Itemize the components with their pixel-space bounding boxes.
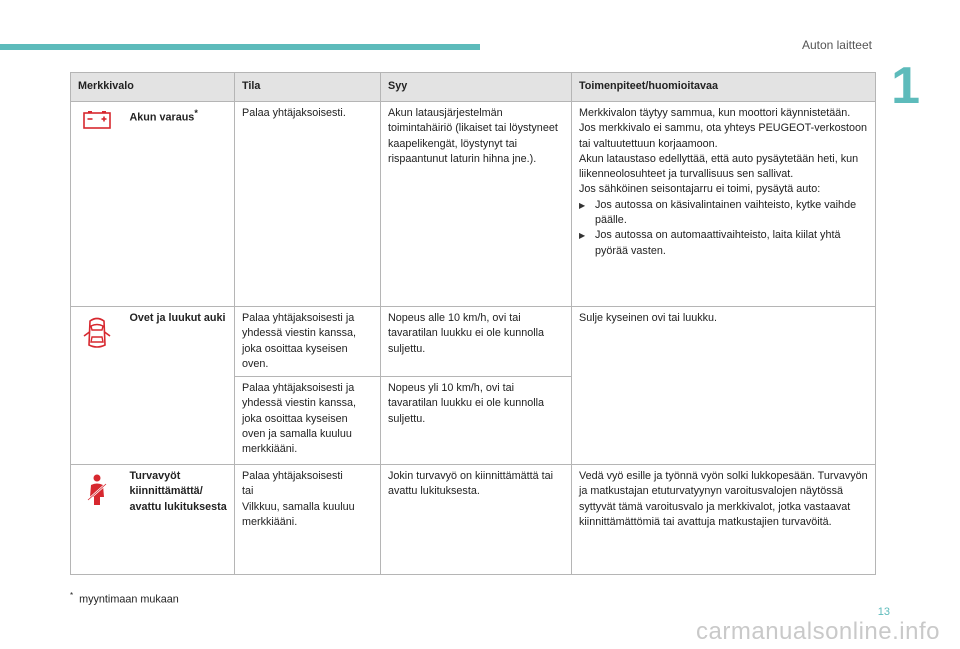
footnote-mark: *	[70, 591, 74, 600]
column-header-syy: Syy	[381, 73, 572, 102]
indicator-name: Akun varaus*	[123, 102, 235, 307]
cause-cell: Jokin turvavyö on kiinnittämättä tai avattu lukituksesta.	[381, 465, 572, 575]
list-item: ▶ Jos autossa on automaattivaihteisto, laita kiilat yhtä pyörää vasten.	[579, 228, 868, 259]
warning-lights-table	[70, 72, 876, 575]
action-list	[579, 198, 868, 259]
footnote: * myyntimaan mukaan	[70, 591, 179, 606]
status-cell: Palaa yhtäjaksoisesti ja yhdessä viestin kanssa, joka osoittaa kyseisen oven.	[235, 307, 381, 377]
action-line: Akun lataustaso edellyttää, että auto pysäytetään heti, kun liikenneolosuhteet ja turvallisuus sen sallivat.	[579, 152, 859, 181]
watermark: carmanualsonline.info	[696, 618, 940, 645]
table-row-battery	[71, 102, 876, 307]
action-line: Jos sähköinen seisontajarru ei toimi, pysäytä auto:	[579, 183, 821, 196]
list-item: ▶ Jos autossa on käsivalintainen vaihteisto, kytke vaihde päälle.	[579, 198, 868, 229]
indicator-name: Ovet ja luukut auki	[123, 307, 235, 465]
action-cell: Sulje kyseinen ovi tai luukku.	[572, 307, 876, 465]
page-number: 13	[877, 606, 890, 618]
chapter-number: 1	[891, 57, 920, 115]
action-line: Merkkivalon täytyy sammua, kun moottori käynnistetään.	[579, 107, 851, 119]
icon-cell	[71, 307, 123, 465]
action-cell: Vedä vyö esille ja työnnä vyön solki lukkopesään. Turvavyön ja matkustajan etuturvatyynyn varoitusvalojen näytössä syttyvät tämä varoitusvalo ja merkkivalot, jotka vastaavat kiinnittämättömiä tai avattuja matkustajien turvavöitä.	[572, 465, 876, 575]
section-title: Auton laitteet	[801, 38, 872, 52]
action-cell	[572, 102, 876, 307]
status-cell: Palaa yhtäjaksoisesti.	[235, 102, 381, 307]
column-header-toimenpiteet: Toimenpiteet/huomioitavaa	[572, 73, 876, 102]
column-header-merkkivalo: Merkkivalo	[71, 73, 123, 102]
header-accent-bar	[0, 44, 480, 50]
status-cell: Palaa yhtäjaksoisesti ja yhdessä viestin kanssa, joka osoittaa kyseisen oven ja samalla kuuluu merkkiääni.	[235, 377, 381, 465]
indicator-name: Turvavyöt kiinnittämättä/ avattu lukituksesta	[123, 465, 235, 575]
column-header-spacer	[123, 73, 235, 102]
table-header-row	[71, 73, 876, 102]
seatbelt-icon	[83, 473, 111, 507]
icon-cell	[71, 465, 123, 575]
cause-cell: Nopeus alle 10 km/h, ovi tai tavaratilan luukku ei ole kunnolla suljettu.	[381, 307, 572, 377]
cause-cell: Nopeus yli 10 km/h, ovi tai tavaratilan luukku ei ole kunnolla suljettu.	[381, 377, 572, 465]
status-cell: Palaa yhtäjaksoisesti tai Vilkkuu, samalla kuuluu merkkiääni.	[235, 465, 381, 575]
action-line: Jos merkkivalo ei sammu, ota yhteys PEUGEOT-verkostoon tai valtuutettuun korjaamoon.	[579, 122, 868, 150]
table-row-seatbelt	[71, 465, 876, 575]
icon-cell	[71, 102, 123, 307]
open-door-car-icon	[82, 315, 112, 351]
battery-icon	[82, 110, 112, 130]
column-header-tila: Tila	[235, 73, 381, 102]
footnote-mark: *	[194, 108, 198, 118]
cause-cell: Akun latausjärjestelmän toimintahäiriö (likaiset tai löystyneet kaapelikengät, löystynyt tai rispaantunut laturin hihna jne.).	[381, 102, 572, 307]
table-row-doors	[71, 307, 876, 377]
